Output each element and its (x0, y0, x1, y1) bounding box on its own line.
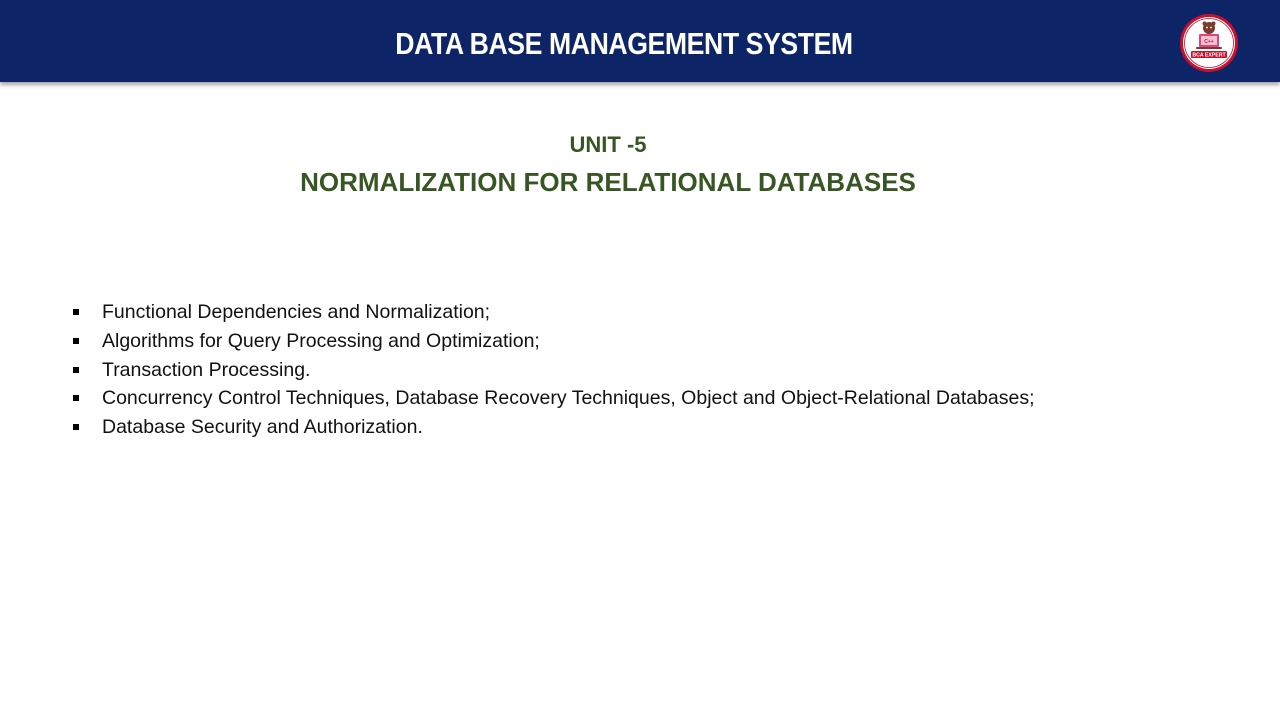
unit-title: NORMALIZATION FOR RELATIONAL DATABASES (300, 167, 916, 197)
topic-item (72, 356, 1222, 385)
topic-item (72, 413, 1222, 442)
topic-text: Database Security and Authorization. (102, 416, 423, 438)
unit-label: UNIT -5 (569, 132, 647, 157)
square-bullet-icon (73, 424, 79, 430)
topic-item (72, 384, 1222, 413)
topic-text: Concurrency Control Techniques, Database Recovery Techniques, Object and Object-Relational Databases; (102, 387, 1035, 410)
header-title: DATA BASE MANAGEMENT SYSTEM (395, 26, 853, 61)
topic-item (72, 298, 1222, 327)
logo-text: BCA EXPERT (1192, 52, 1226, 59)
square-bullet-icon (73, 309, 79, 315)
topic-item (72, 327, 1222, 356)
square-bullet-icon (73, 338, 79, 344)
mascot-in-circle-logo-icon (1179, 13, 1239, 73)
topic-text: Functional Dependencies and Normalization; (102, 301, 491, 323)
topic-text: Algorithms for Query Processing and Optimization; (102, 329, 540, 352)
logo-badge-text: C++ (1204, 39, 1214, 45)
square-bullet-icon (73, 367, 79, 373)
topic-list (72, 298, 1222, 442)
square-bullet-icon (73, 395, 79, 401)
bca-expert-logo (1179, 13, 1239, 73)
topic-text: Transaction Processing. (102, 358, 311, 381)
